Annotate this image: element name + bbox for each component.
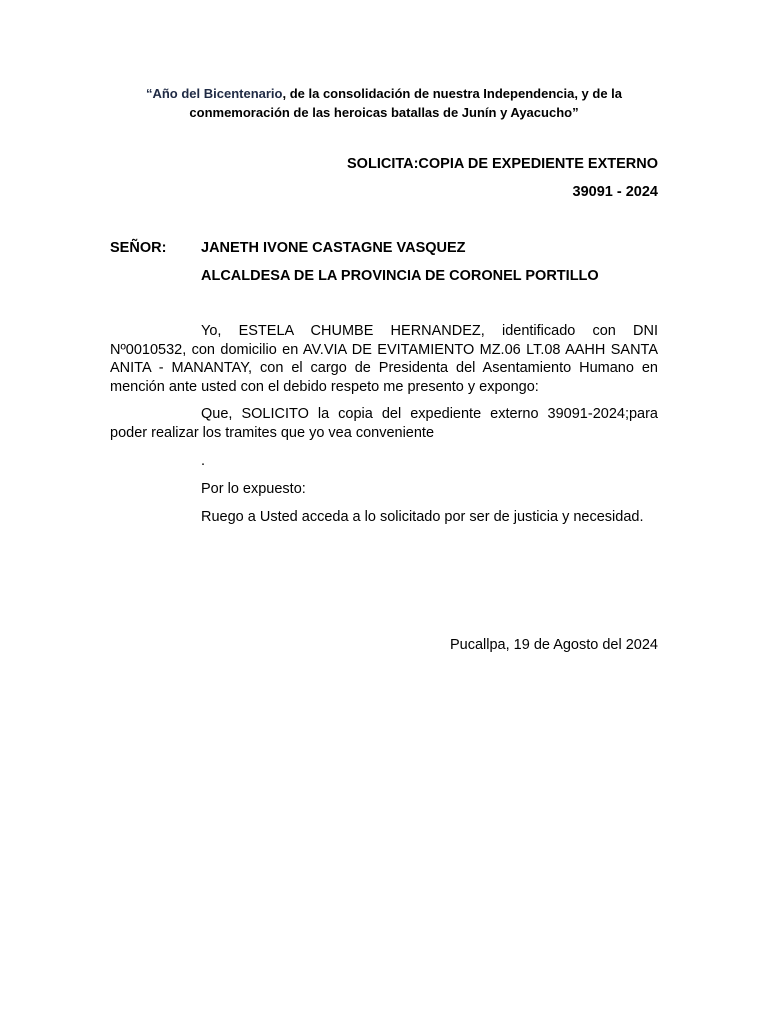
place-date: Pucallpa, 19 de Agosto del 2024 [450, 637, 658, 653]
body-paragraph-introduction: Yo, ESTELA CHUMBE HERNANDEZ, identificado con DNI Nº0010532, con domicilio en AV.VIA DE EVITAMIENTO MZ.06 LT.08 AAHH SANTA ANITA - MANANTAY, con el cargo de Presidenta del Asentamiento Humano en mención ante usted con el debido respeto me presento y expongo: [110, 323, 658, 395]
body-paragraph-ruego: Ruego a Usted acceda a lo solicitado por ser de justicia y necesidad. [201, 509, 644, 525]
body-paragraph-por-lo-expuesto: Por lo expuesto: [201, 481, 306, 497]
subject-solicita: SOLICITA:COPIA DE EXPEDIENTE EXTERNO [347, 156, 658, 172]
year-motto-highlight: “Año del Bicentenario [145, 86, 283, 101]
body-paragraph-dot: . [201, 453, 206, 469]
year-motto-heading [110, 84, 658, 122]
addressee-name: JANETH IVONE CASTAGNE VASQUEZ [201, 240, 466, 256]
addressee-title: ALCALDESA DE LA PROVINCIA DE CORONEL PORTILLO [201, 268, 599, 284]
expediente-number: 39091 - 2024 [572, 184, 658, 200]
year-motto-text: , de la consolidación de nuestra Independencia, y de la conmemoración de las heroicas batallas de Junín y Ayacucho” [189, 86, 623, 120]
body-paragraph-request: Que, SOLICITO la copia del expediente externo 39091-2024;para poder realizar los tramites que yo vea conveniente [110, 406, 658, 441]
addressee-label: SEÑOR: [110, 240, 167, 256]
